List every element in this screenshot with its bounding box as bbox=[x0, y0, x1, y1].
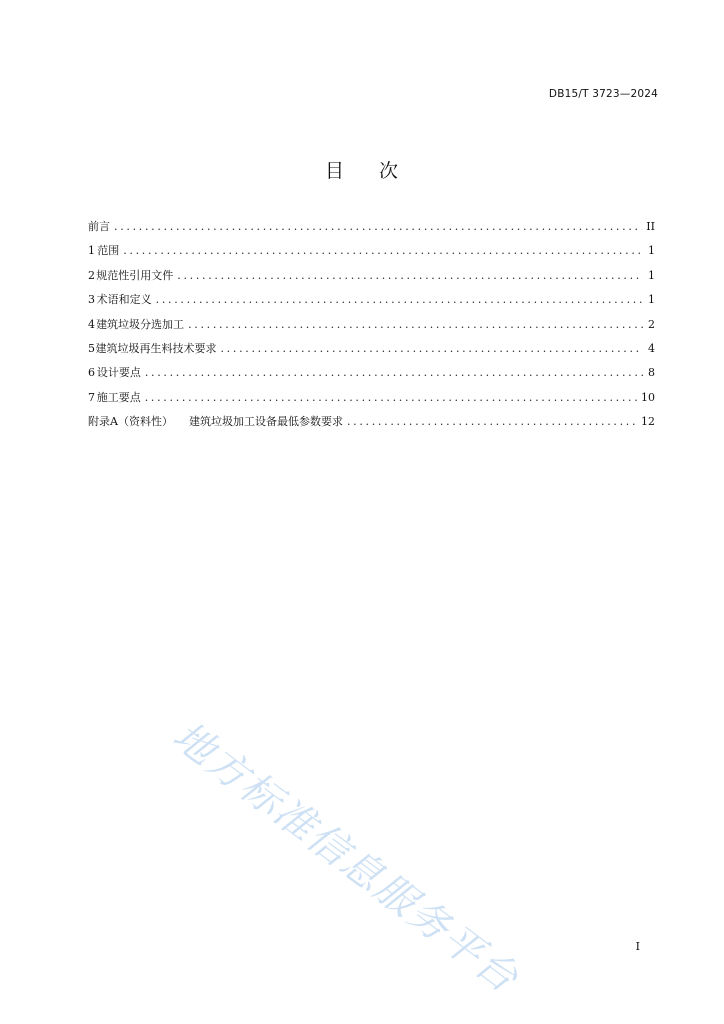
toc-entry-number: 4 bbox=[88, 317, 95, 331]
toc-leader-dots bbox=[145, 365, 643, 381]
toc-entry-page: 10 bbox=[641, 390, 655, 404]
toc-appendix-prefix: 附录A（资料性） bbox=[88, 415, 173, 429]
toc-leader-dots bbox=[347, 414, 637, 430]
table-of-contents bbox=[88, 219, 655, 439]
toc-leader-dots bbox=[188, 317, 643, 333]
page-number: I bbox=[635, 940, 640, 953]
toc-entry-title: 建筑垃圾分选加工 bbox=[96, 317, 185, 331]
toc-entry-page: 1 bbox=[648, 268, 655, 282]
toc-entry-page: 12 bbox=[641, 415, 655, 429]
toc-entry-title: 前言 bbox=[88, 220, 110, 233]
toc-entry-page: 8 bbox=[648, 366, 655, 380]
toc-entry-title: 范围 bbox=[97, 244, 120, 258]
document-code: DB15/T 3723—2024 bbox=[548, 88, 658, 100]
toc-entry-terms-definitions[interactable] bbox=[88, 292, 655, 316]
toc-title-right: 次 bbox=[379, 160, 400, 182]
toc-entry-page: 1 bbox=[648, 293, 655, 307]
toc-entry-title: 设计要点 bbox=[96, 366, 141, 380]
toc-entry-construction-points[interactable] bbox=[88, 390, 655, 414]
toc-entry-number: 5 bbox=[88, 341, 95, 355]
toc-entry-number: 6 bbox=[88, 366, 95, 380]
toc-entry-design-points[interactable] bbox=[88, 365, 655, 389]
toc-entry-normative-references[interactable] bbox=[88, 268, 655, 292]
toc-entry-scope[interactable] bbox=[88, 243, 655, 267]
toc-entry-number: 1 bbox=[88, 244, 95, 258]
toc-entry-title: 规范性引用文件 bbox=[96, 268, 174, 282]
toc-entry-title: 术语和定义 bbox=[96, 293, 152, 307]
toc-entry-page: 2 bbox=[648, 317, 655, 331]
toc-entry-number: 3 bbox=[88, 293, 95, 307]
toc-title bbox=[0, 156, 724, 183]
toc-entry-title: 建筑垃圾再生料技术要求 bbox=[95, 341, 217, 355]
toc-title-left: 目 bbox=[324, 160, 345, 182]
toc-leader-dots bbox=[220, 341, 643, 357]
toc-leader-dots bbox=[114, 219, 642, 235]
toc-entry-sorting-processing[interactable] bbox=[88, 317, 655, 341]
toc-appendix-title: 建筑垃圾加工设备最低参数要求 bbox=[188, 415, 343, 429]
toc-entry-page: II bbox=[646, 220, 655, 233]
toc-entry-title bbox=[88, 414, 343, 430]
toc-leader-dots bbox=[145, 390, 637, 406]
toc-entry-appendix-a[interactable] bbox=[88, 414, 655, 438]
toc-entry-title: 施工要点 bbox=[96, 390, 141, 404]
toc-entry-foreword[interactable] bbox=[88, 219, 655, 243]
toc-leader-dots bbox=[123, 243, 643, 259]
toc-entry-page: 1 bbox=[648, 244, 655, 258]
toc-entry-number: 2 bbox=[88, 268, 95, 282]
watermark: 地方标准信息服务平台 bbox=[164, 712, 528, 1003]
toc-entry-page: 4 bbox=[648, 341, 655, 355]
toc-leader-dots bbox=[156, 292, 643, 308]
toc-entry-recycled-material-requirements[interactable] bbox=[88, 341, 655, 365]
toc-leader-dots bbox=[177, 268, 643, 284]
toc-entry-number: 7 bbox=[88, 390, 95, 404]
